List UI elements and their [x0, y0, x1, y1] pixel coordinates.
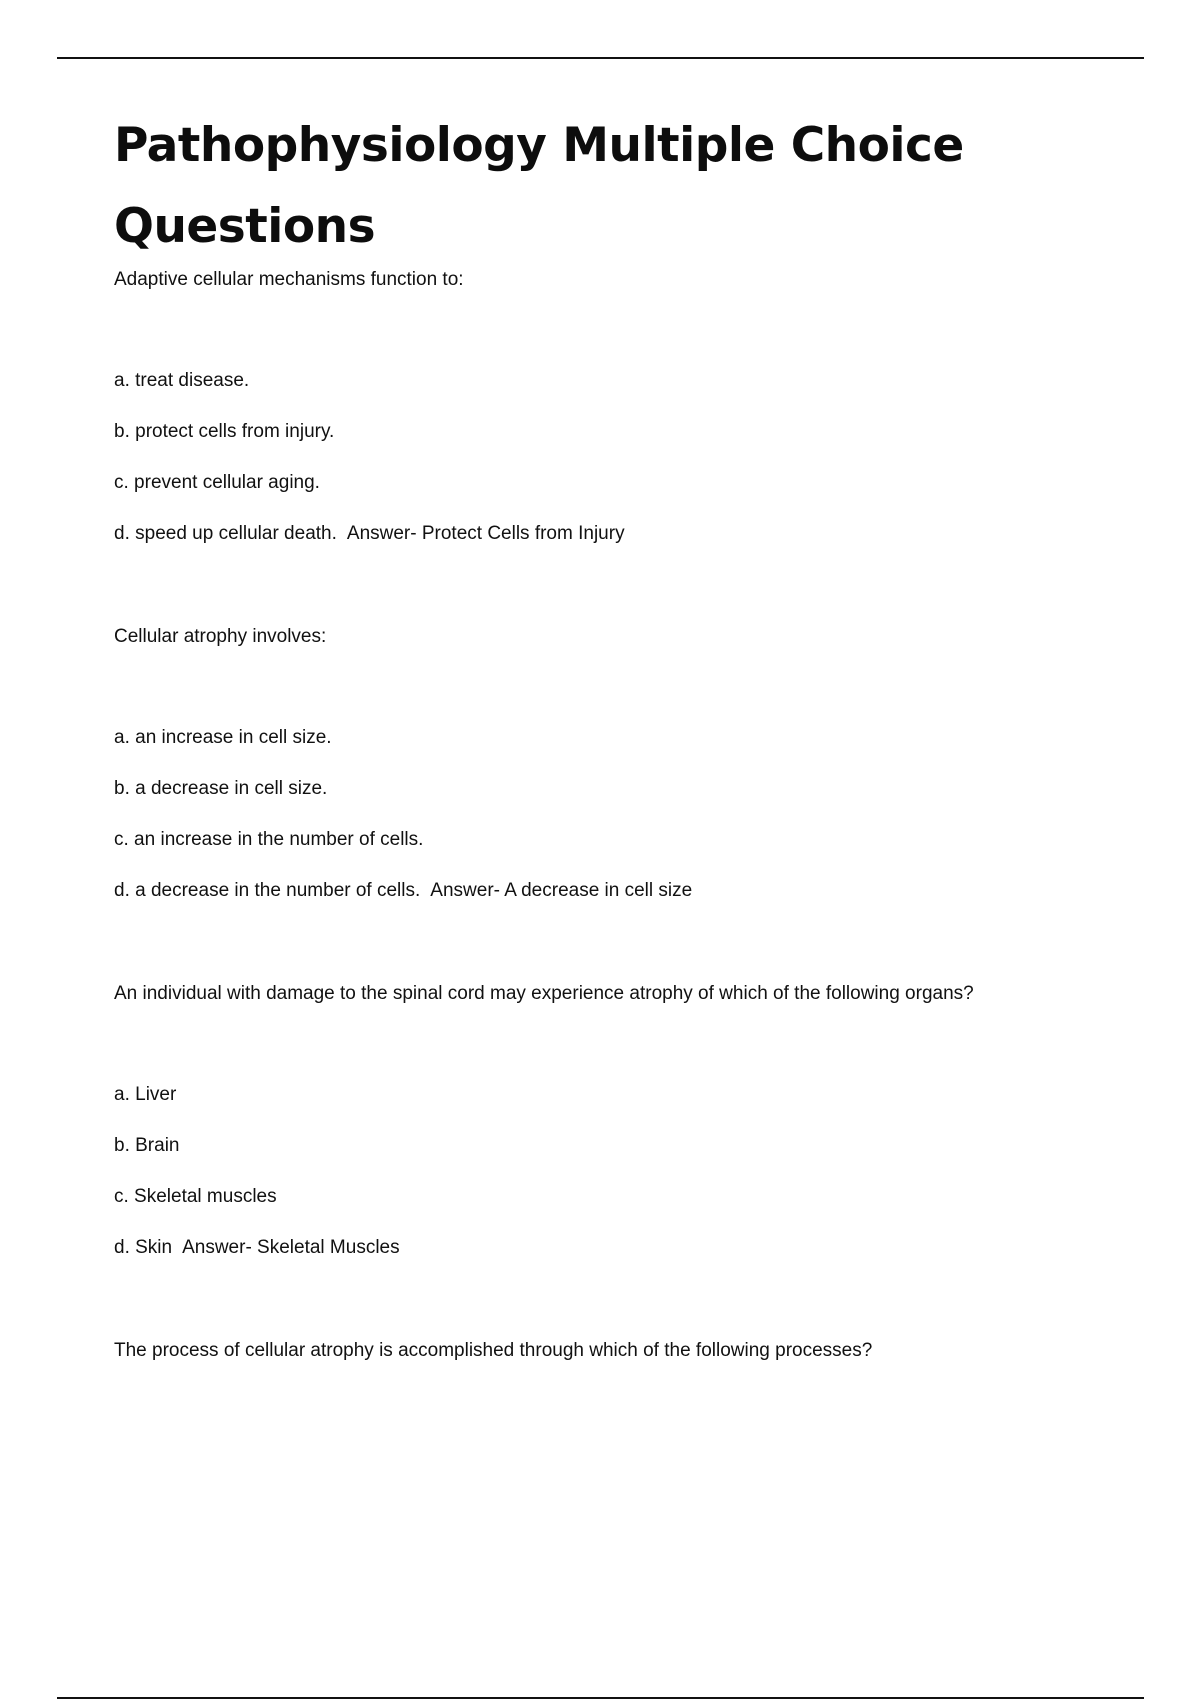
option-c: c. an increase in the number of cells.	[114, 829, 424, 850]
question-2	[114, 624, 1114, 904]
option-b: b. a decrease in cell size.	[114, 778, 328, 799]
option-a: a. Liver	[114, 1084, 177, 1105]
option-d: d. a decrease in the number of cells. Answer- A decrease in cell size	[114, 880, 693, 901]
answer-options	[114, 725, 1114, 904]
option-a: a. an increase in cell size.	[114, 727, 332, 748]
question-3	[114, 981, 1114, 1261]
question-4	[114, 1338, 1114, 1364]
document-body	[114, 105, 1114, 1364]
answer-options	[114, 368, 1114, 547]
question-stem: Cellular atrophy involves:	[114, 626, 327, 647]
option-d: d. Skin Answer- Skeletal Muscles	[114, 1237, 400, 1258]
answer-options	[114, 1082, 1114, 1261]
answer-text: Answer- A decrease in cell size	[430, 880, 693, 901]
question-stem: Adaptive cellular mechanisms function to:	[114, 269, 464, 290]
bottom-rule	[57, 1697, 1144, 1699]
top-rule	[57, 57, 1144, 59]
answer-text: Answer- Skeletal Muscles	[182, 1237, 400, 1258]
answer-text: Answer- Protect Cells from Injury	[346, 523, 625, 544]
option-b: b. protect cells from injury.	[114, 421, 335, 442]
option-c: c. Skeletal muscles	[114, 1186, 277, 1207]
question-stem: An individual with damage to the spinal cord may experience atrophy of which of the following organs?	[114, 983, 974, 1004]
option-b: b. Brain	[114, 1135, 180, 1156]
question-1	[114, 267, 1114, 547]
question-stem: The process of cellular atrophy is accomplished through which of the following processes?	[114, 1340, 873, 1361]
option-a: a. treat disease.	[114, 370, 250, 391]
page-title: Pathophysiology Multiple Choice Questions	[114, 118, 964, 254]
option-c: c. prevent cellular aging.	[114, 472, 320, 493]
option-d: d. speed up cellular death. Answer- Protect Cells from Injury	[114, 523, 625, 544]
